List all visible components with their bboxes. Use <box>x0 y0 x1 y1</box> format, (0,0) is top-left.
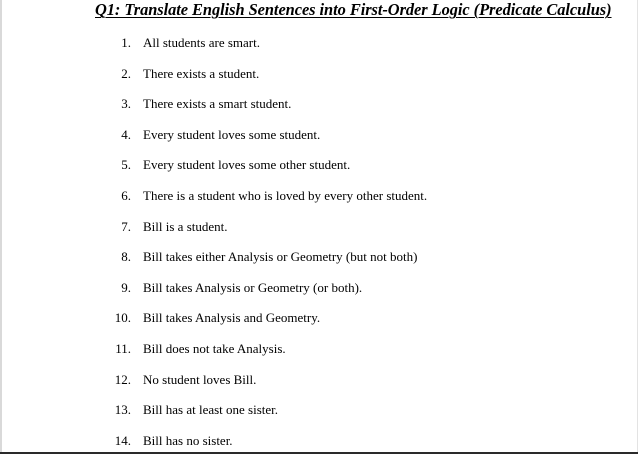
item-text: Bill has at least one sister. <box>143 402 279 418</box>
item-text: There is a student who is loved by every other student. <box>143 187 428 203</box>
page-title: Q1: Translate English Sentences into First-Order Logic (Predicate Calculus) <box>95 0 612 19</box>
item-text: Bill has no sister. <box>143 432 233 448</box>
item-number: 2. <box>121 65 131 81</box>
item-number: 10. <box>114 310 131 326</box>
item-text: Bill takes Analysis and Geometry. <box>143 310 321 326</box>
item-text: Bill takes Analysis or Geometry (or both). <box>143 279 363 295</box>
item-text: No student loves Bill. <box>143 371 257 387</box>
item-number: 8. <box>121 249 131 265</box>
item-number: 5. <box>121 157 131 173</box>
item-text: Bill is a student. <box>143 218 228 234</box>
item-text: Bill takes either Analysis or Geometry (but not both) <box>143 249 418 265</box>
item-number: 11. <box>115 340 131 356</box>
item-number: 1. <box>121 35 131 50</box>
item-number: 6. <box>121 187 131 203</box>
item-number: 4. <box>121 126 131 142</box>
item-number: 13. <box>114 402 131 418</box>
item-number: 14. <box>114 432 131 448</box>
item-number: 7. <box>121 218 131 234</box>
item-text: All students are smart. <box>143 35 260 50</box>
item-text: There exists a smart student. <box>143 96 292 112</box>
item-text: Every student loves some student. <box>143 126 321 142</box>
item-text: Bill does not take Analysis. <box>143 340 286 356</box>
item-number: 9. <box>121 279 131 295</box>
item-number: 3. <box>121 96 131 112</box>
item-text: There exists a student. <box>143 65 260 81</box>
item-number: 12. <box>114 371 131 387</box>
item-text: Every student loves some other student. <box>143 157 351 173</box>
